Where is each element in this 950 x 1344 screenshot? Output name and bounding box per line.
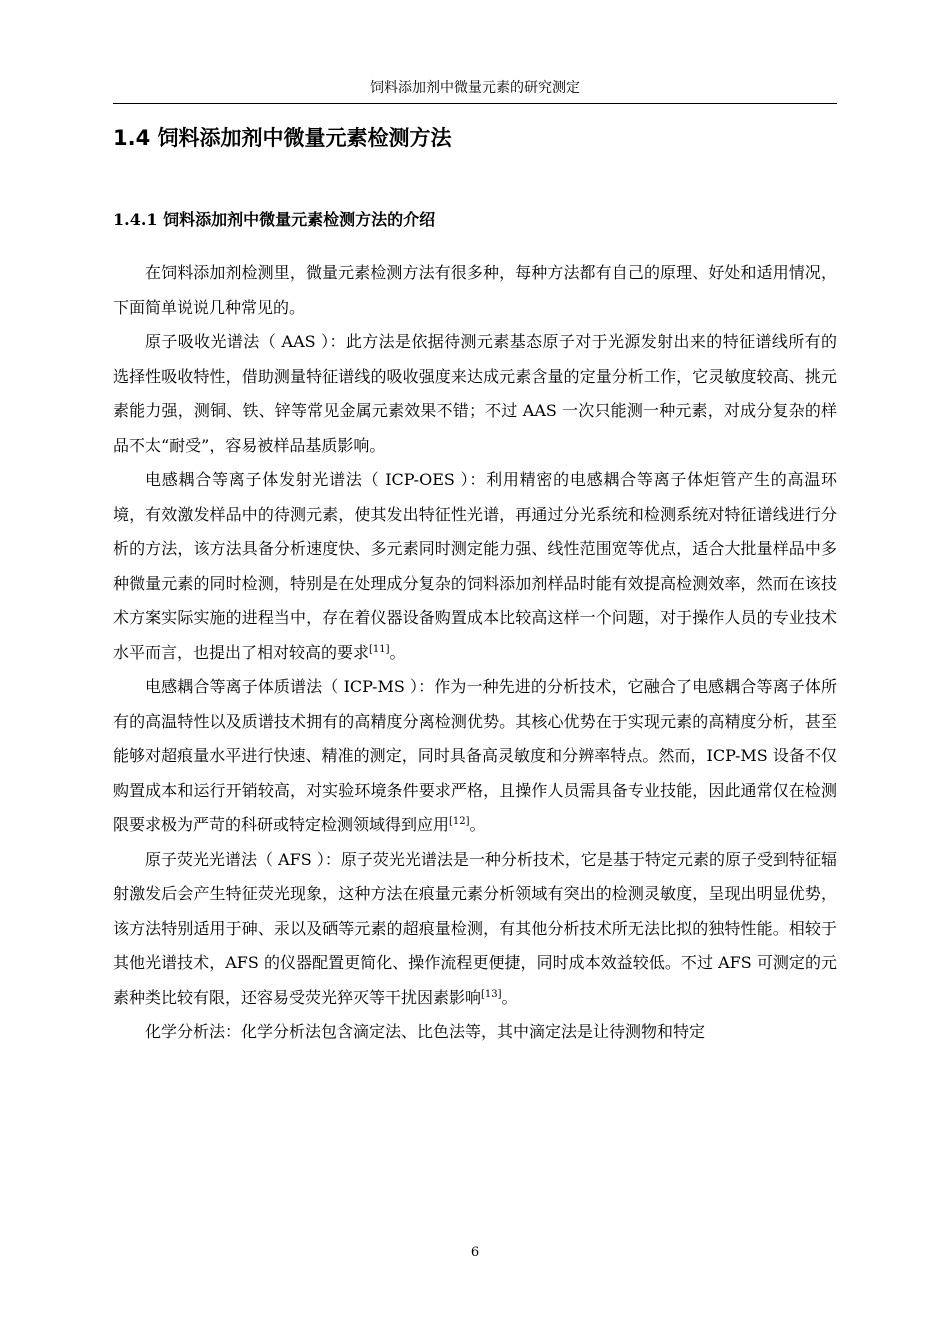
page-number: 6 xyxy=(470,1245,480,1260)
paragraph-tail: 。 xyxy=(469,815,486,834)
header-rule xyxy=(113,103,837,104)
paragraph-intro xyxy=(113,256,837,325)
citation-ref: [13] xyxy=(481,988,502,1000)
running-header: 饲料添加剂中微量元素的研究测定 xyxy=(370,80,580,96)
paragraph-text: 原子吸收光谱法（ AAS ）：此方法是依据待测元素基态原子对于光源发射出来的特征谱线所有的选择性吸收特性，借助测量特征谱线的吸收强度来达成元素含量的定量分析工作，它灵敏度较高、挑元素能力强，测铜、铁、锌等常见金属元素效果不错；不过 AAS 一次只能测一种元素，对成分复杂的样品不太“耐受”，容易被样品基质影响。 xyxy=(113,332,837,455)
paragraph-tail: 。 xyxy=(501,987,518,1007)
paragraph-text: 电感耦合等离子体发射光谱法（ ICP-OES ）：利用精密的电感耦合等离子体炬管产生的高温环境，有效激发样品中的待测元素，使其发出特征性光谱，再通过分光系统和检测系统对特征谱线进行分析的方法，该方法具备分析速度快、多元素同时测定能力强、线性范围宽等优点，适合大批量样品中多种微量元素的同时检测，特别是在处理成分复杂的饲料添加剂样品时能有效提高检测效率，然而在该技术方案实际实施的进程当中，存在着仪器设备购置成本比较高这样一个问题，对于操作人员的专业技术水平而言，也提出了相对较高的要求 xyxy=(113,470,837,662)
paragraph-text: 在饲料添加剂检测里，微量元素检测方法有很多种，每种方法都有自己的原理、好处和适用情况，下面简单说说几种常见的。 xyxy=(113,263,837,317)
paragraph-text: 原子荧光光谱法（ AFS ）：原子荧光光谱法是一种分析技术，它是基于特定元素的原子受到特征辐射激发后会产生特征荧光现象，这种方法在痕量元素分析领域有突出的检测灵敏度，呈现出明显优势，该方法特别适用于砷、汞以及硒等元素的超痕量检测，有其他分析技术所无法比拟的独特性能。相较于其他光谱技术，AFS 的仪器配置更简化、操作流程更便捷，同时成本效益较低。不过 AFS 可测定的元素种类比较有限，还容易受荧光猝灭等干扰因素影响 xyxy=(113,849,837,1007)
paragraph-tail: 。 xyxy=(389,642,406,662)
paragraph-icp-oes xyxy=(113,463,837,670)
body-text xyxy=(113,256,837,1050)
paragraph-text: 化学分析法：化学分析法包含滴定法、比色法等，其中滴定法是让待测物和特定 xyxy=(145,1022,706,1041)
paragraph-afs xyxy=(113,843,837,1016)
citation-ref: [12] xyxy=(449,816,470,827)
citation-ref: [11] xyxy=(369,643,390,655)
paragraph-icp-ms xyxy=(113,670,837,843)
paragraph-chemical xyxy=(113,1015,837,1050)
paragraph-aas xyxy=(113,325,837,463)
paragraph-text: 电感耦合等离子体质谱法（ ICP-MS ）：作为一种先进的分析技术，它融合了电感耦合等离子体所有的高温特性以及质谱技术拥有的高精度分离检测优势。其核心优势在于实现元素的高精度分析，甚至能够对超痕量水平进行快速、精准的测定，同时具备高灵敏度和分辨率特点。然而，ICP-MS 设备不仅购置成本和运行开销较高，对实验环境条件要求严格，且操作人员需具备专业技能，因此通常仅在检测限要求极为严苛的科研或特定检测领域得到应用 xyxy=(113,677,837,834)
section-title: 1.4 饲料添加剂中微量元素检测方法 xyxy=(113,126,452,150)
subsection-title: 1.4.1 饲料添加剂中微量元素检测方法的介绍 xyxy=(113,210,436,229)
